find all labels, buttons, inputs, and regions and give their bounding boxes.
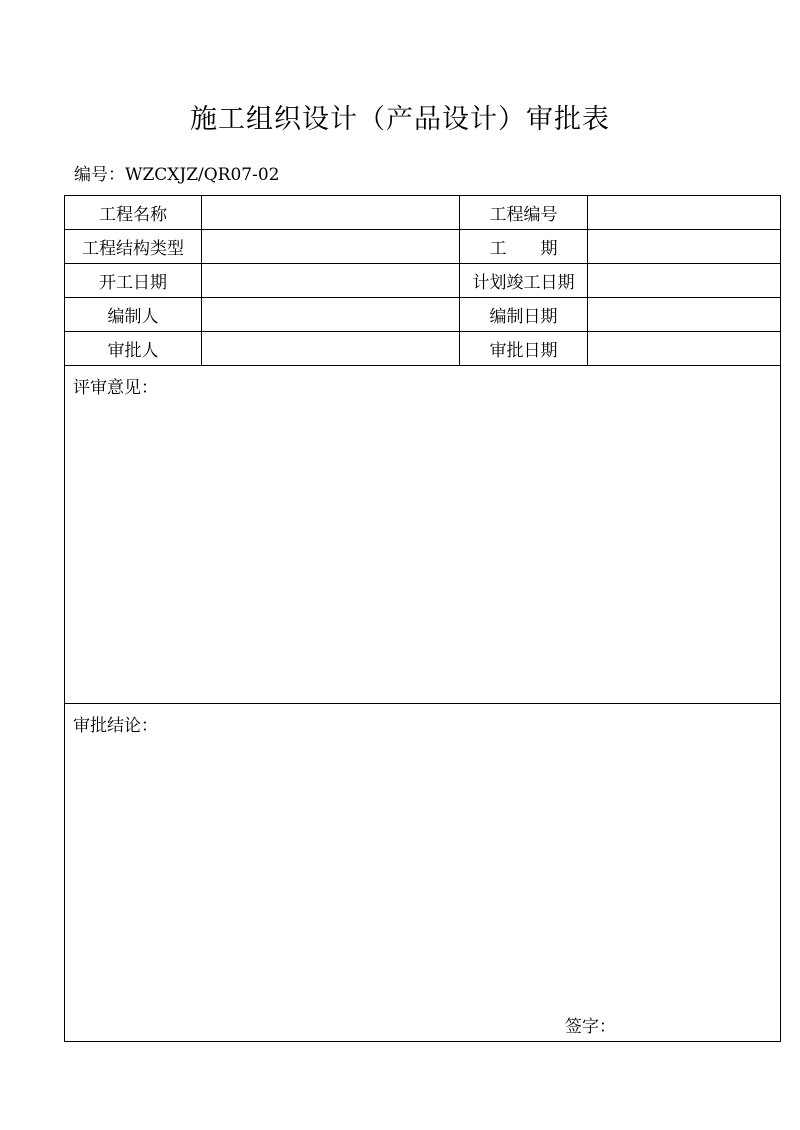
approval-form-table — [64, 195, 781, 1042]
document-number: 编号：WZCXJZ/QR07-02 — [74, 165, 280, 185]
planned-completion-date-label: 计划竣工日期 — [460, 264, 588, 298]
structure-type-field[interactable] — [202, 230, 460, 264]
approval-conclusion-label: 审批结论： — [73, 716, 158, 736]
planned-completion-date-field[interactable] — [588, 264, 781, 298]
project-number-label: 工程编号 — [460, 196, 588, 230]
approver-label: 审批人 — [65, 332, 202, 366]
form-row-start-date — [65, 264, 781, 298]
author-label: 编制人 — [65, 298, 202, 332]
document-title: 施工组织设计（产品设计）审批表 — [190, 104, 610, 135]
review-opinion-label: 评审意见： — [73, 378, 158, 398]
author-date-field[interactable] — [588, 298, 781, 332]
form-row-review-opinion — [65, 366, 781, 704]
form-row-project-name — [65, 196, 781, 230]
author-field[interactable] — [202, 298, 460, 332]
approval-date-field[interactable] — [588, 332, 781, 366]
construction-period-label: 工 期 — [460, 230, 588, 264]
approval-conclusion-box[interactable] — [65, 704, 781, 1042]
project-number-field[interactable] — [588, 196, 781, 230]
project-name-label: 工程名称 — [65, 196, 202, 230]
start-date-label: 开工日期 — [65, 264, 202, 298]
author-date-label: 编制日期 — [460, 298, 588, 332]
approver-field[interactable] — [202, 332, 460, 366]
approval-date-label: 审批日期 — [460, 332, 588, 366]
review-opinion-box[interactable] — [65, 366, 781, 704]
form-row-author — [65, 298, 781, 332]
structure-type-label: 工程结构类型 — [65, 230, 202, 264]
start-date-field[interactable] — [202, 264, 460, 298]
form-row-approval-conclusion — [65, 704, 781, 1042]
signature-label: 签字： — [565, 1017, 616, 1037]
form-row-approver — [65, 332, 781, 366]
construction-period-field[interactable] — [588, 230, 781, 264]
project-name-field[interactable] — [202, 196, 460, 230]
form-row-structure-type — [65, 230, 781, 264]
